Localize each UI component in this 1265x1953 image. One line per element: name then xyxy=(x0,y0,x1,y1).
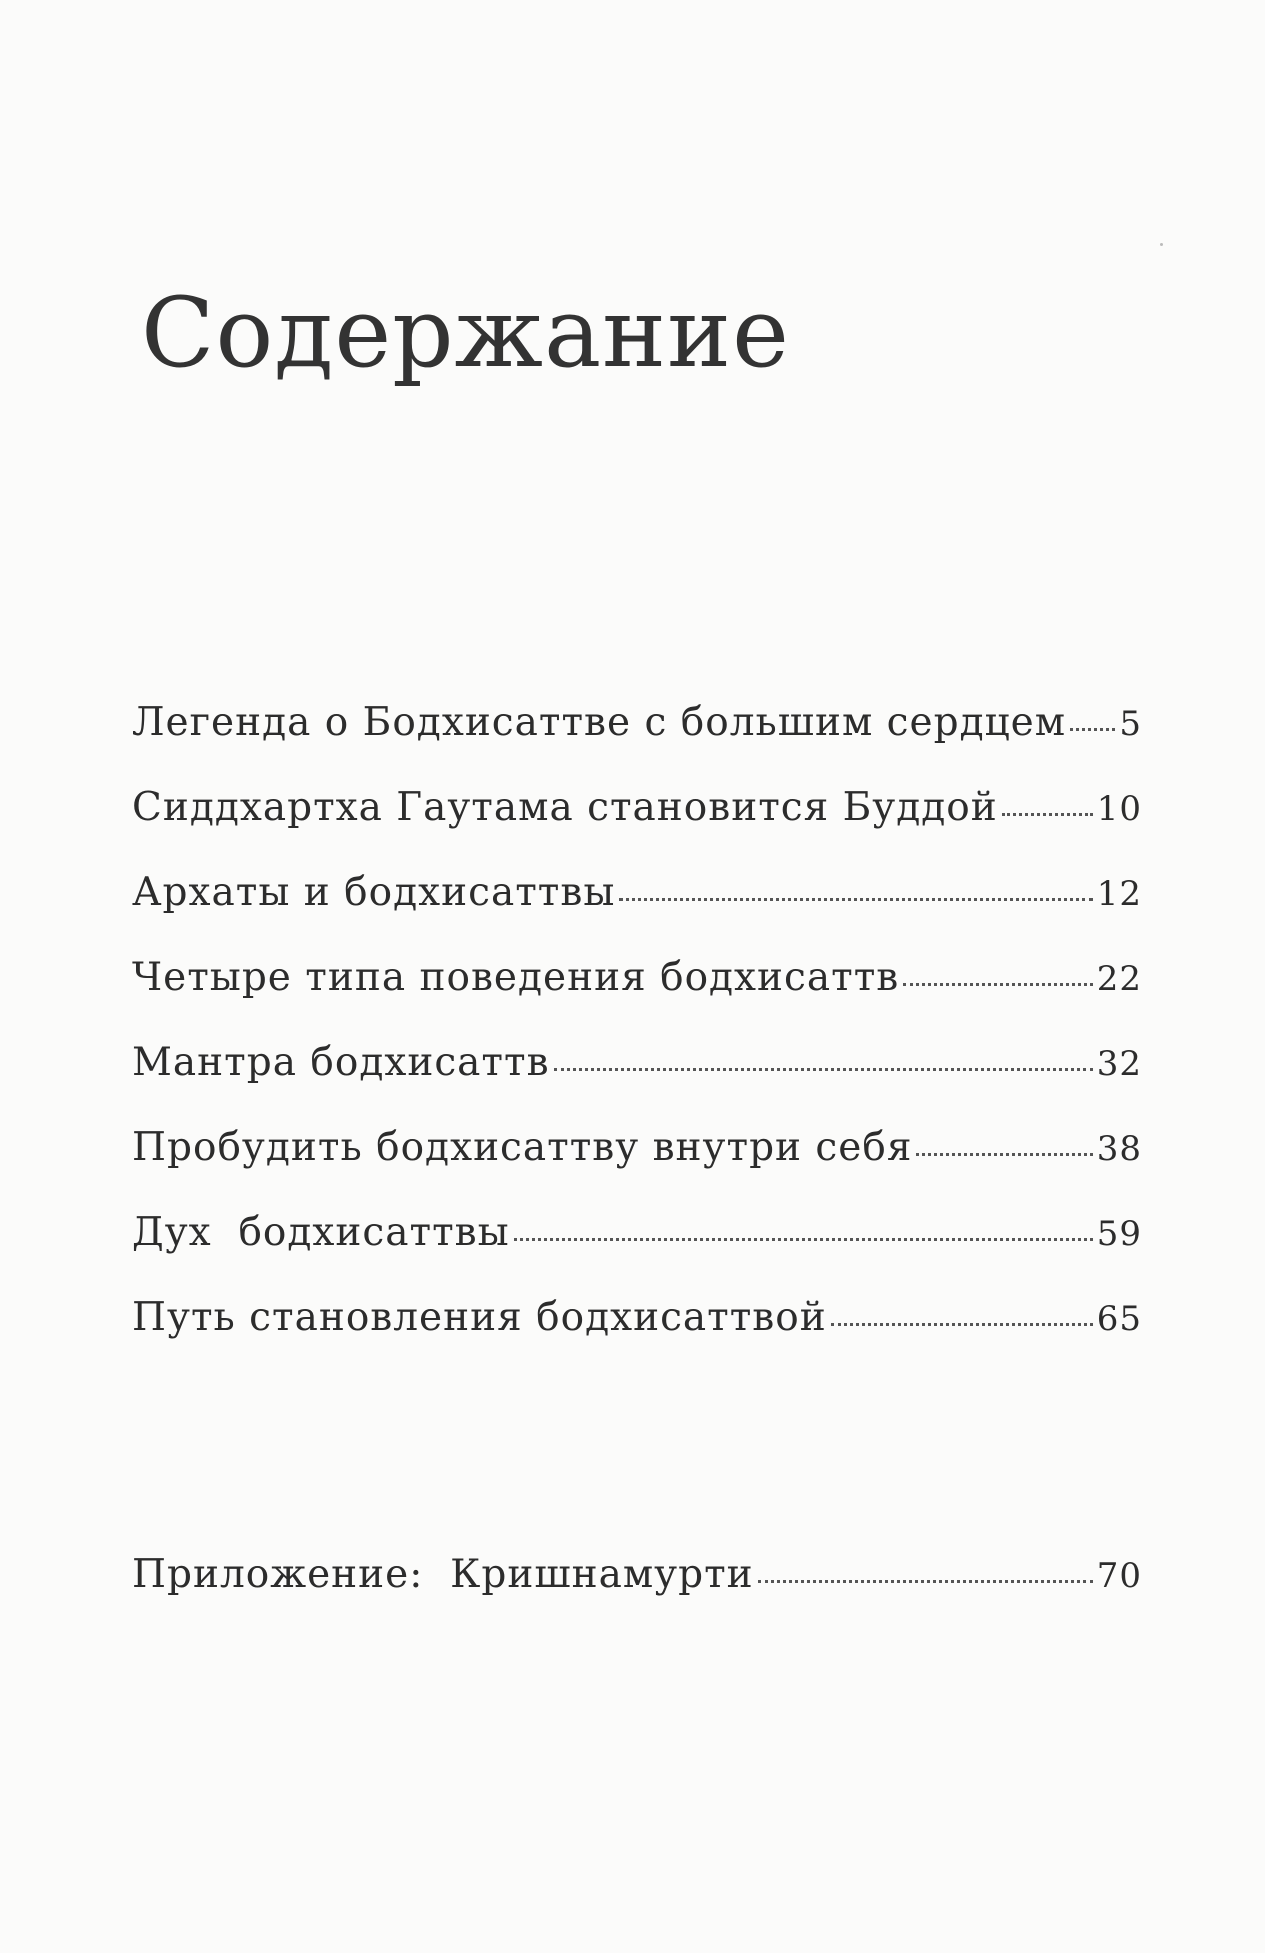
dot-leader xyxy=(758,1580,1093,1583)
toc-entry-page: 65 xyxy=(1096,1299,1142,1339)
toc-entry-title: Пробудить бодхисаттву внутри себя xyxy=(132,1125,913,1170)
table-of-contents xyxy=(132,700,1142,1380)
toc-entry xyxy=(132,1040,1142,1125)
toc-appendix-entry xyxy=(132,1552,1142,1637)
toc-entry xyxy=(132,870,1142,955)
toc-entry-title: Мантра бодхисаттв xyxy=(132,1040,550,1085)
toc-entry-page: 10 xyxy=(1096,789,1142,829)
dot-leader xyxy=(514,1238,1093,1241)
toc-entry-title: Сиддхартха Гаутама становится Буддой xyxy=(132,785,998,830)
page-title: Содержание xyxy=(141,277,790,389)
dot-leader xyxy=(619,898,1092,901)
toc-entry-title: Легенда о Бодхисаттве с большим сердцем xyxy=(132,700,1067,745)
toc-entry-page: 5 xyxy=(1119,704,1142,744)
toc-entry-page: 59 xyxy=(1096,1214,1142,1254)
toc-entry-page: 38 xyxy=(1096,1129,1142,1169)
toc-entry-title: Путь становления бодхисаттвой xyxy=(132,1295,827,1340)
toc-entry-title: Архаты и бодхисаттвы xyxy=(132,870,616,915)
toc-entry xyxy=(132,1210,1142,1295)
dot-leader xyxy=(1002,813,1093,816)
toc-entry-title: Дух бодхисаттвы xyxy=(132,1210,510,1255)
dot-leader xyxy=(554,1068,1093,1071)
toc-entry-page: 12 xyxy=(1096,874,1142,914)
toc-entry-title: Четыре типа поведения бодхисаттв xyxy=(132,955,900,1000)
toc-entry xyxy=(132,785,1142,870)
toc-entry-page: 22 xyxy=(1096,959,1142,999)
toc-entry-page: 70 xyxy=(1096,1556,1142,1596)
toc-entry xyxy=(132,1125,1142,1210)
dot-leader xyxy=(916,1153,1092,1156)
toc-entry xyxy=(132,955,1142,1040)
appendix-section xyxy=(132,1552,1142,1637)
toc-entry xyxy=(132,1295,1142,1380)
toc-entry-page: 32 xyxy=(1096,1044,1142,1084)
paper-speck xyxy=(1160,243,1163,246)
toc-entry-title: Приложение: Кришнамурти xyxy=(132,1552,754,1597)
dot-leader xyxy=(903,983,1092,986)
dot-leader xyxy=(1070,728,1115,731)
toc-entry xyxy=(132,700,1142,785)
dot-leader xyxy=(831,1323,1093,1326)
